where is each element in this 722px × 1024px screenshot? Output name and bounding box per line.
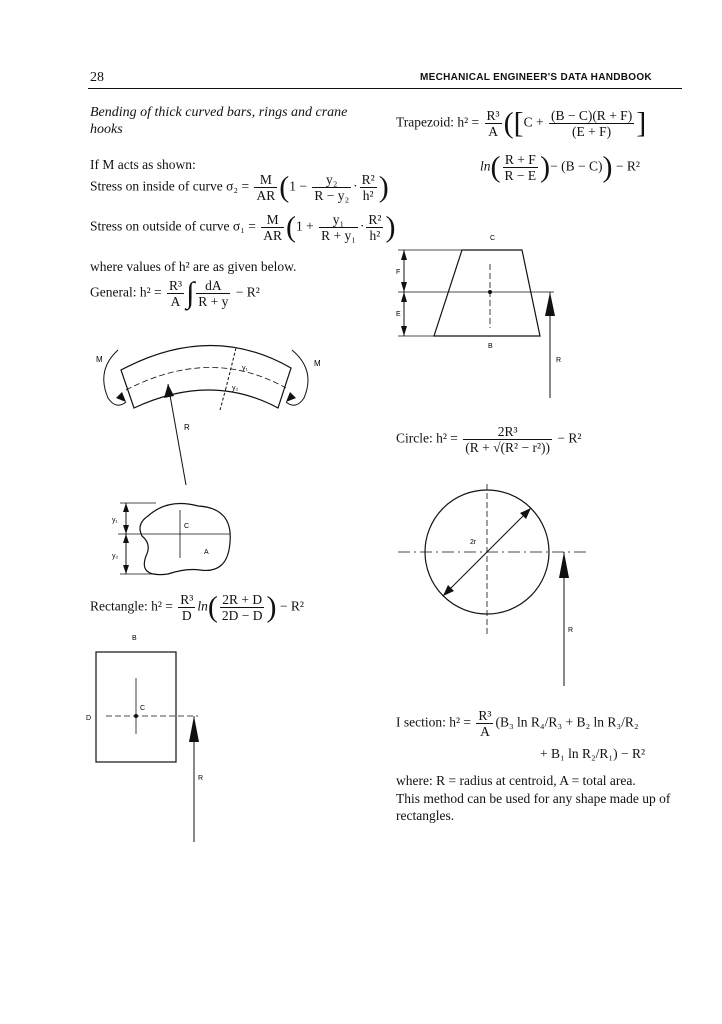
section-heading: Bending of thick curved bars, rings and crane hooks bbox=[90, 105, 348, 137]
stress-outside-label: Stress on outside of curve σ₁ = bbox=[90, 218, 256, 234]
stress-outside-formula: Stress on outside of curve σ₁ = $\frac{M}{AR}$ (1 + $\frac{\text{y₁}}{\text{R + y₁}}$ · $\frac{\text{R²}}{\text{h²}}$ ) bbox=[90, 210, 396, 244]
stress-inside-label: Stress on inside of curve σ₂ = bbox=[90, 178, 250, 194]
rectangle-section-diagram bbox=[86, 630, 216, 850]
i-section-formula: I section: h² = $\frac{\text{R³}}{A}$ (B₃ ln R₄/R₃ + B₂ ln R₃/R₂ bbox=[396, 708, 639, 739]
y2-label: y₂ bbox=[232, 385, 239, 392]
rectangle-formula: Rectangle: h² = $\frac{\text{R³}}{D}$ ln( $\frac{2R + D}{2D - D}$ ) − R² bbox=[90, 590, 304, 624]
radius-label: R bbox=[198, 775, 204, 782]
trapezoid-formula: Trapezoid: h² = $\frac{\text{R³}}{A}$ ([C + $\frac{(B - C)(R + F)}{(E + F)}$ ] bbox=[396, 106, 647, 140]
header-rule bbox=[88, 88, 682, 89]
bottom-width-label: B bbox=[488, 343, 493, 350]
y2-label: y₂ bbox=[112, 553, 119, 560]
y1-label: y₁ bbox=[112, 517, 118, 524]
centroid-label: C bbox=[184, 523, 190, 530]
circle-section-diagram bbox=[392, 480, 592, 690]
trapezoid-section-diagram bbox=[392, 230, 572, 400]
circle-formula: Circle: h² = $\frac{\text{2R³}}{\text{(R + √(R² − r²))}}$ − R² bbox=[396, 424, 582, 455]
where-text: where: R = radius at centroid, A = total area. bbox=[396, 773, 636, 788]
i-section-formula-line2: + B₁ ln R₂/R₁) − R² bbox=[540, 746, 646, 761]
where-values-text: where values of h² are as given below. bbox=[90, 259, 297, 274]
trapezoid-formula-line2: ln( $\frac{R + F}{R - E}$ )− (B − C)) − R² bbox=[480, 150, 640, 184]
width-label: B bbox=[132, 635, 137, 642]
moment-right-label: M bbox=[314, 359, 321, 368]
stress-inside-formula: Stress on inside of curve σ₂ = $\frac{M}{AR}$ (1 − $\frac{\text{y₂}}{\text{R − y₂}}$ · $\frac{\text{R²}}{\text{h²}}$ ) bbox=[90, 170, 389, 204]
page-number: 28 bbox=[90, 70, 104, 85]
moment-left-label: M bbox=[96, 355, 103, 364]
radius-label: R bbox=[568, 627, 574, 634]
intro-text: If M acts as shown: bbox=[90, 157, 196, 172]
arbitrary-section-diagram bbox=[108, 496, 248, 581]
general-formula: General: h² = $\frac{\text{R³}}{A}$ ∫ $\frac{dA}{R + y}$ − R² bbox=[90, 276, 260, 310]
y1-label: y₁ bbox=[242, 365, 248, 372]
diameter-label: 2r bbox=[470, 539, 477, 546]
area-label: A bbox=[204, 549, 209, 556]
centroid-label: C bbox=[140, 705, 146, 712]
depth-label: D bbox=[86, 715, 92, 722]
f-label: F bbox=[396, 269, 401, 276]
running-header: MECHANICAL ENGINEER'S DATA HANDBOOK bbox=[420, 72, 652, 83]
curved-bar-diagram bbox=[86, 330, 336, 500]
top-width-label: C bbox=[490, 235, 496, 242]
method-text: This method can be used for any shape made up of rectangles. bbox=[396, 791, 671, 823]
radius-label: R bbox=[184, 423, 190, 432]
e-label: E bbox=[396, 311, 401, 318]
radius-label: R bbox=[556, 357, 562, 364]
